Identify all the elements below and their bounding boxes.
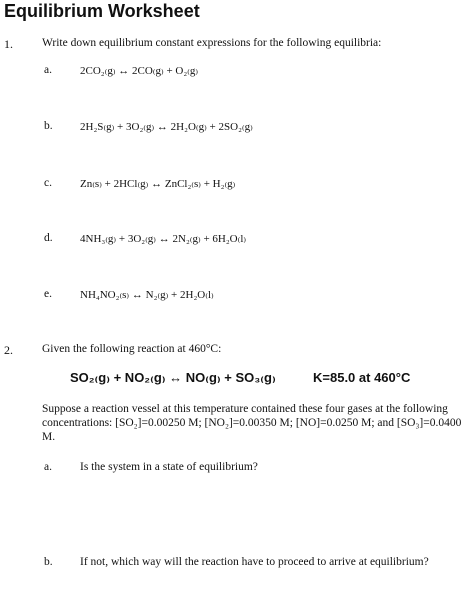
q1-item-a-letter: a. — [44, 64, 52, 76]
q1-item-e-letter: e. — [44, 288, 52, 300]
question-2-reaction: SO₂₍g₎ + NO₂₍g₎ ↔ NO₍g₎ + SO₃₍g₎ — [70, 370, 276, 385]
q1-item-c-equation: Zn₍s₎ + 2HCl₍g₎ ↔ ZnCl₂₍s₎ + H₂₍g₎ — [80, 178, 236, 190]
q1-item-b-letter: b. — [44, 120, 53, 132]
worksheet-title: Equilibrium Worksheet — [4, 1, 200, 21]
q2-part-a-text: Is the system in a state of equilibrium? — [80, 461, 258, 473]
q1-item-a-equation: 2CO₂₍g₎ ↔ 2CO₍g₎ + O₂₍g₎ — [80, 65, 199, 77]
question-1-number: 1. — [4, 37, 13, 51]
q2-part-b-text: If not, which way will the reaction have to proceed to arrive at equilibrium? — [80, 556, 429, 568]
question-1-prompt: Write down equilibrium constant expressions for the following equilibria: — [42, 37, 382, 49]
q2-part-a-letter: a. — [44, 461, 52, 473]
q1-item-b-equation: 2H₂S₍g₎ + 3O₂₍g₎ ↔ 2H₂O₍g₎ + 2SO₂₍g₎ — [80, 121, 253, 133]
q1-item-e-equation: NH₄NO₂₍s₎ ↔ N₂₍g₎ + 2H₂O₍l₎ — [80, 289, 214, 301]
q1-item-d-equation: 4NH₃₍g₎ + 3O₂₍g₎ ↔ 2N₂₍g₎ + 6H₂O₍l₎ — [80, 233, 247, 245]
question-2-scenario: Suppose a reaction vessel at this temperature contained these four gases at the following concentrations: [SO₂]=0.00250 M; [NO₂]=0.00350 M; [NO]=0.0250 M; and [SO₃]=0.0400 M. — [42, 403, 462, 443]
q1-item-c-letter: c. — [44, 177, 52, 189]
q2-part-b-letter: b. — [44, 556, 53, 568]
question-2-number: 2. — [4, 343, 13, 357]
question-2-k-value: K=85.0 at 460°C — [313, 370, 411, 385]
question-2-prompt: Given the following reaction at 460°C: — [42, 343, 222, 355]
q1-item-d-letter: d. — [44, 232, 53, 244]
